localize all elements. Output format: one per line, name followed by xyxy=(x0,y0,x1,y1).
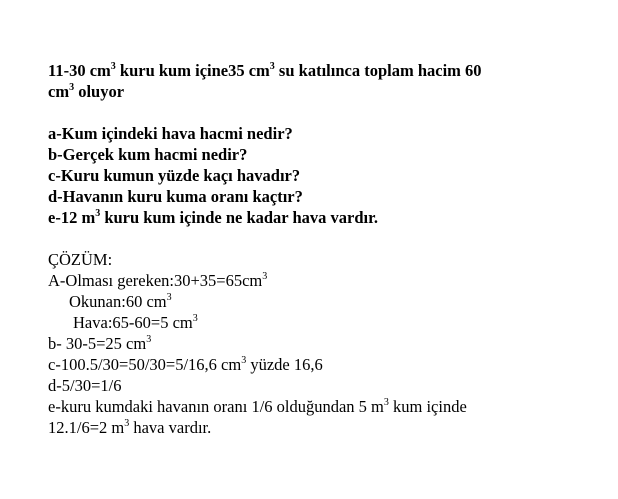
question-item-c: c-Kuru kumun yüzde kaçı havadır? xyxy=(48,166,301,185)
question-item-a: a-Kum içindeki hava hacmi nedir? xyxy=(48,124,293,143)
superscript: 3 xyxy=(69,81,75,93)
question-text: cm xyxy=(48,82,70,101)
solution-text: Hava:65-60=5 cm xyxy=(73,313,193,332)
superscript: 3 xyxy=(241,354,247,366)
question-item-d: d-Havanın kuru kuma oranı kaçtır? xyxy=(48,187,303,206)
question-item-e xyxy=(48,207,588,228)
solution-text: hava vardır. xyxy=(129,418,212,437)
spacer xyxy=(48,102,588,123)
solution-line-6: d-5/30=1/6 xyxy=(48,376,122,395)
question-text: e-12 m xyxy=(48,208,96,227)
solution-text: kum içinde xyxy=(388,397,467,416)
question-line-1 xyxy=(48,60,588,81)
question-text: su katılınca toplam hacim 60 xyxy=(274,61,482,80)
solution-line-8 xyxy=(48,417,588,438)
question-text: kuru kum içine35 cm xyxy=(115,61,270,80)
superscript: 3 xyxy=(95,207,101,219)
question-text: kuru kum içinde ne kadar hava vardır. xyxy=(100,208,379,227)
solution-text: yüzde 16,6 xyxy=(246,355,323,374)
superscript: 3 xyxy=(383,396,389,408)
solution-text: Okunan:60 cm xyxy=(69,292,167,311)
document-body xyxy=(48,60,588,438)
solution-text: e-kuru kumdaki havanın oranı 1/6 olduğundan 5 m xyxy=(48,397,384,416)
superscript: 3 xyxy=(146,333,152,345)
superscript: 3 xyxy=(124,417,130,429)
solution-line-3 xyxy=(48,312,588,333)
solution-line-2 xyxy=(48,291,588,312)
question-item-b: b-Gerçek kum hacmi nedir? xyxy=(48,145,248,164)
superscript: 3 xyxy=(269,60,275,72)
solution-line-5 xyxy=(48,354,588,375)
question-text: 11-30 cm xyxy=(48,61,111,80)
solution-line-4 xyxy=(48,333,588,354)
solution-heading: ÇÖZÜM: xyxy=(48,250,113,269)
spacer xyxy=(48,228,588,249)
solution-text: A-Olması gereken:30+35=65cm xyxy=(48,271,263,290)
solution-line-1 xyxy=(48,270,588,291)
question-line-2 xyxy=(48,81,588,102)
solution-text: 12.1/6=2 m xyxy=(48,418,125,437)
superscript: 3 xyxy=(166,291,172,303)
question-text: oluyor xyxy=(74,82,125,101)
superscript: 3 xyxy=(110,60,116,72)
superscript: 3 xyxy=(192,312,198,324)
solution-text: c-100.5/30=50/30=5/16,6 cm xyxy=(48,355,242,374)
solution-text: b- 30-5=25 cm xyxy=(48,334,147,353)
superscript: 3 xyxy=(262,270,268,282)
solution-line-7 xyxy=(48,396,588,417)
